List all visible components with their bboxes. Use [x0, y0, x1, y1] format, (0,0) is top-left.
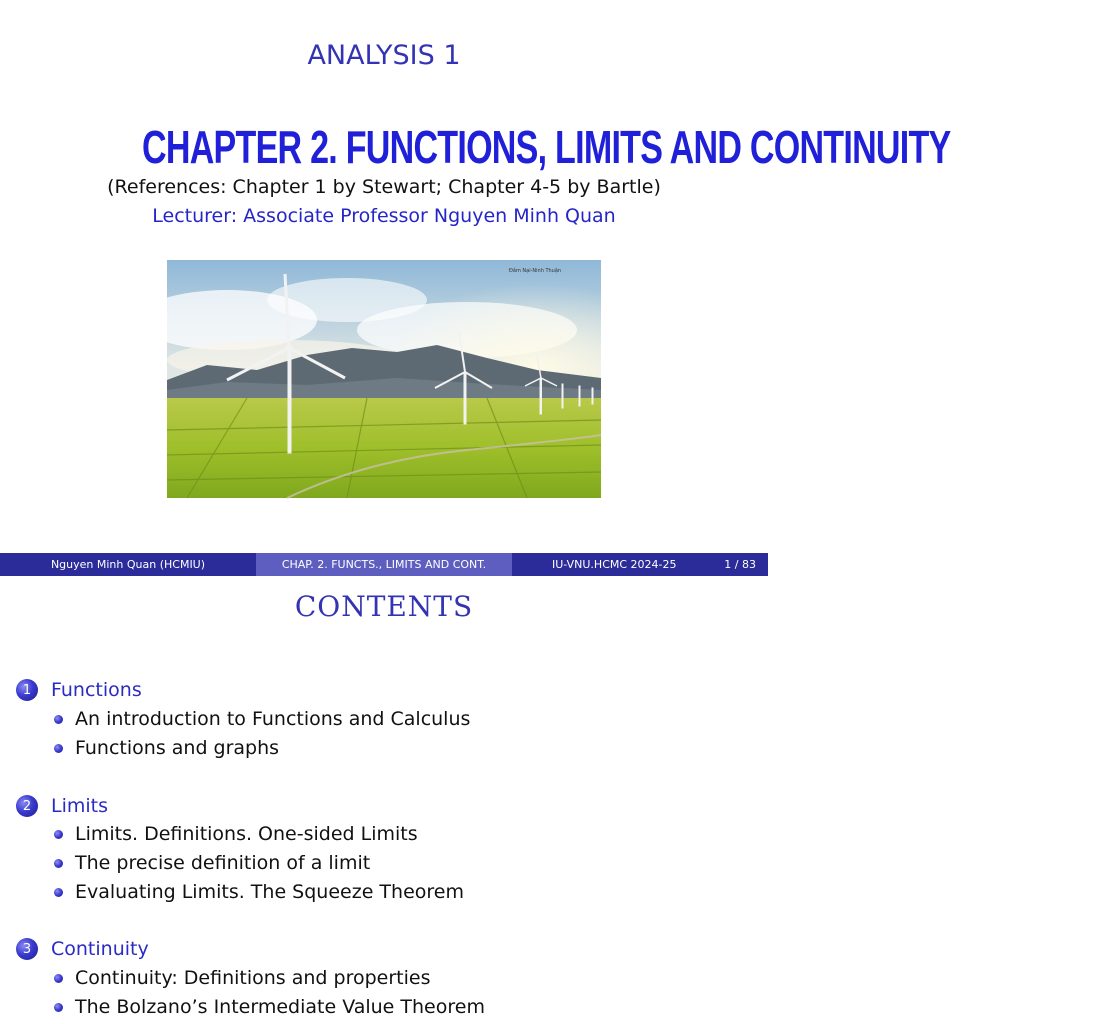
subsection-item[interactable] [54, 737, 279, 759]
section-label: Limits [51, 795, 108, 817]
photo-caption: Đầm Nại-Ninh Thuận [509, 268, 562, 274]
section-continuity[interactable] [16, 938, 149, 960]
bullet-icon [54, 715, 63, 724]
references-line: (References: Chapter 1 by Stewart; Chapter 4-5 by Bartle) [107, 176, 661, 198]
bullet-icon [54, 1003, 63, 1012]
bullet-icon [54, 830, 63, 839]
section-label: Continuity [51, 938, 149, 960]
wind-farm-photo [167, 260, 601, 498]
course-title: ANALYSIS 1 [307, 40, 461, 71]
footer-right [512, 553, 768, 576]
subsection-item[interactable] [54, 967, 430, 989]
chapter-title-text: CHAPTER 2. FUNCTIONS, LIMITS AND CONTINUITY [142, 121, 951, 173]
bullet-icon [54, 859, 63, 868]
subsection-item[interactable] [54, 823, 418, 845]
subsection-label: The Bolzano’s Intermediate Value Theorem [75, 996, 485, 1018]
page-number: 1 / 83 [724, 558, 756, 571]
slide-footer [0, 553, 768, 576]
footer-author: Nguyen Minh Quan (HCMIU) [0, 553, 256, 576]
subsection-item[interactable] [54, 996, 485, 1018]
subsection-item[interactable] [54, 881, 464, 903]
subsection-item[interactable] [54, 852, 370, 874]
subsection-label: The precise definition of a limit [75, 852, 371, 874]
section-label: Functions [51, 679, 142, 701]
subsection-label: Evaluating Limits. The Squeeze Theorem [75, 881, 464, 903]
subsection-label: An introduction to Functions and Calculus [75, 708, 471, 730]
chapter-title [0, 120, 951, 174]
subsection-label: Limits. Definitions. One-sided Limits [75, 823, 418, 845]
section-functions[interactable] [16, 679, 142, 701]
subsection-item[interactable] [54, 708, 470, 730]
section-number-ball: 1 [16, 679, 38, 701]
subsection-label: Functions and graphs [75, 737, 280, 759]
title-slide [0, 0, 951, 553]
bullet-icon [54, 744, 63, 753]
contents-title: CONTENTS [294, 590, 474, 623]
section-number-ball: 2 [16, 795, 38, 817]
lecturer-line: Lecturer: Associate Professor Nguyen Minh Quan [152, 205, 616, 227]
section-limits[interactable] [16, 795, 108, 817]
footer-institution: IU-VNU.HCMC 2024-25 [552, 558, 677, 571]
section-number-ball: 3 [16, 938, 38, 960]
bullet-icon [54, 888, 63, 897]
subsection-label: Continuity: Definitions and properties [75, 967, 431, 989]
bullet-icon [54, 974, 63, 983]
footer-short-title: CHAP. 2. FUNCTS., LIMITS AND CONT. [256, 553, 512, 576]
